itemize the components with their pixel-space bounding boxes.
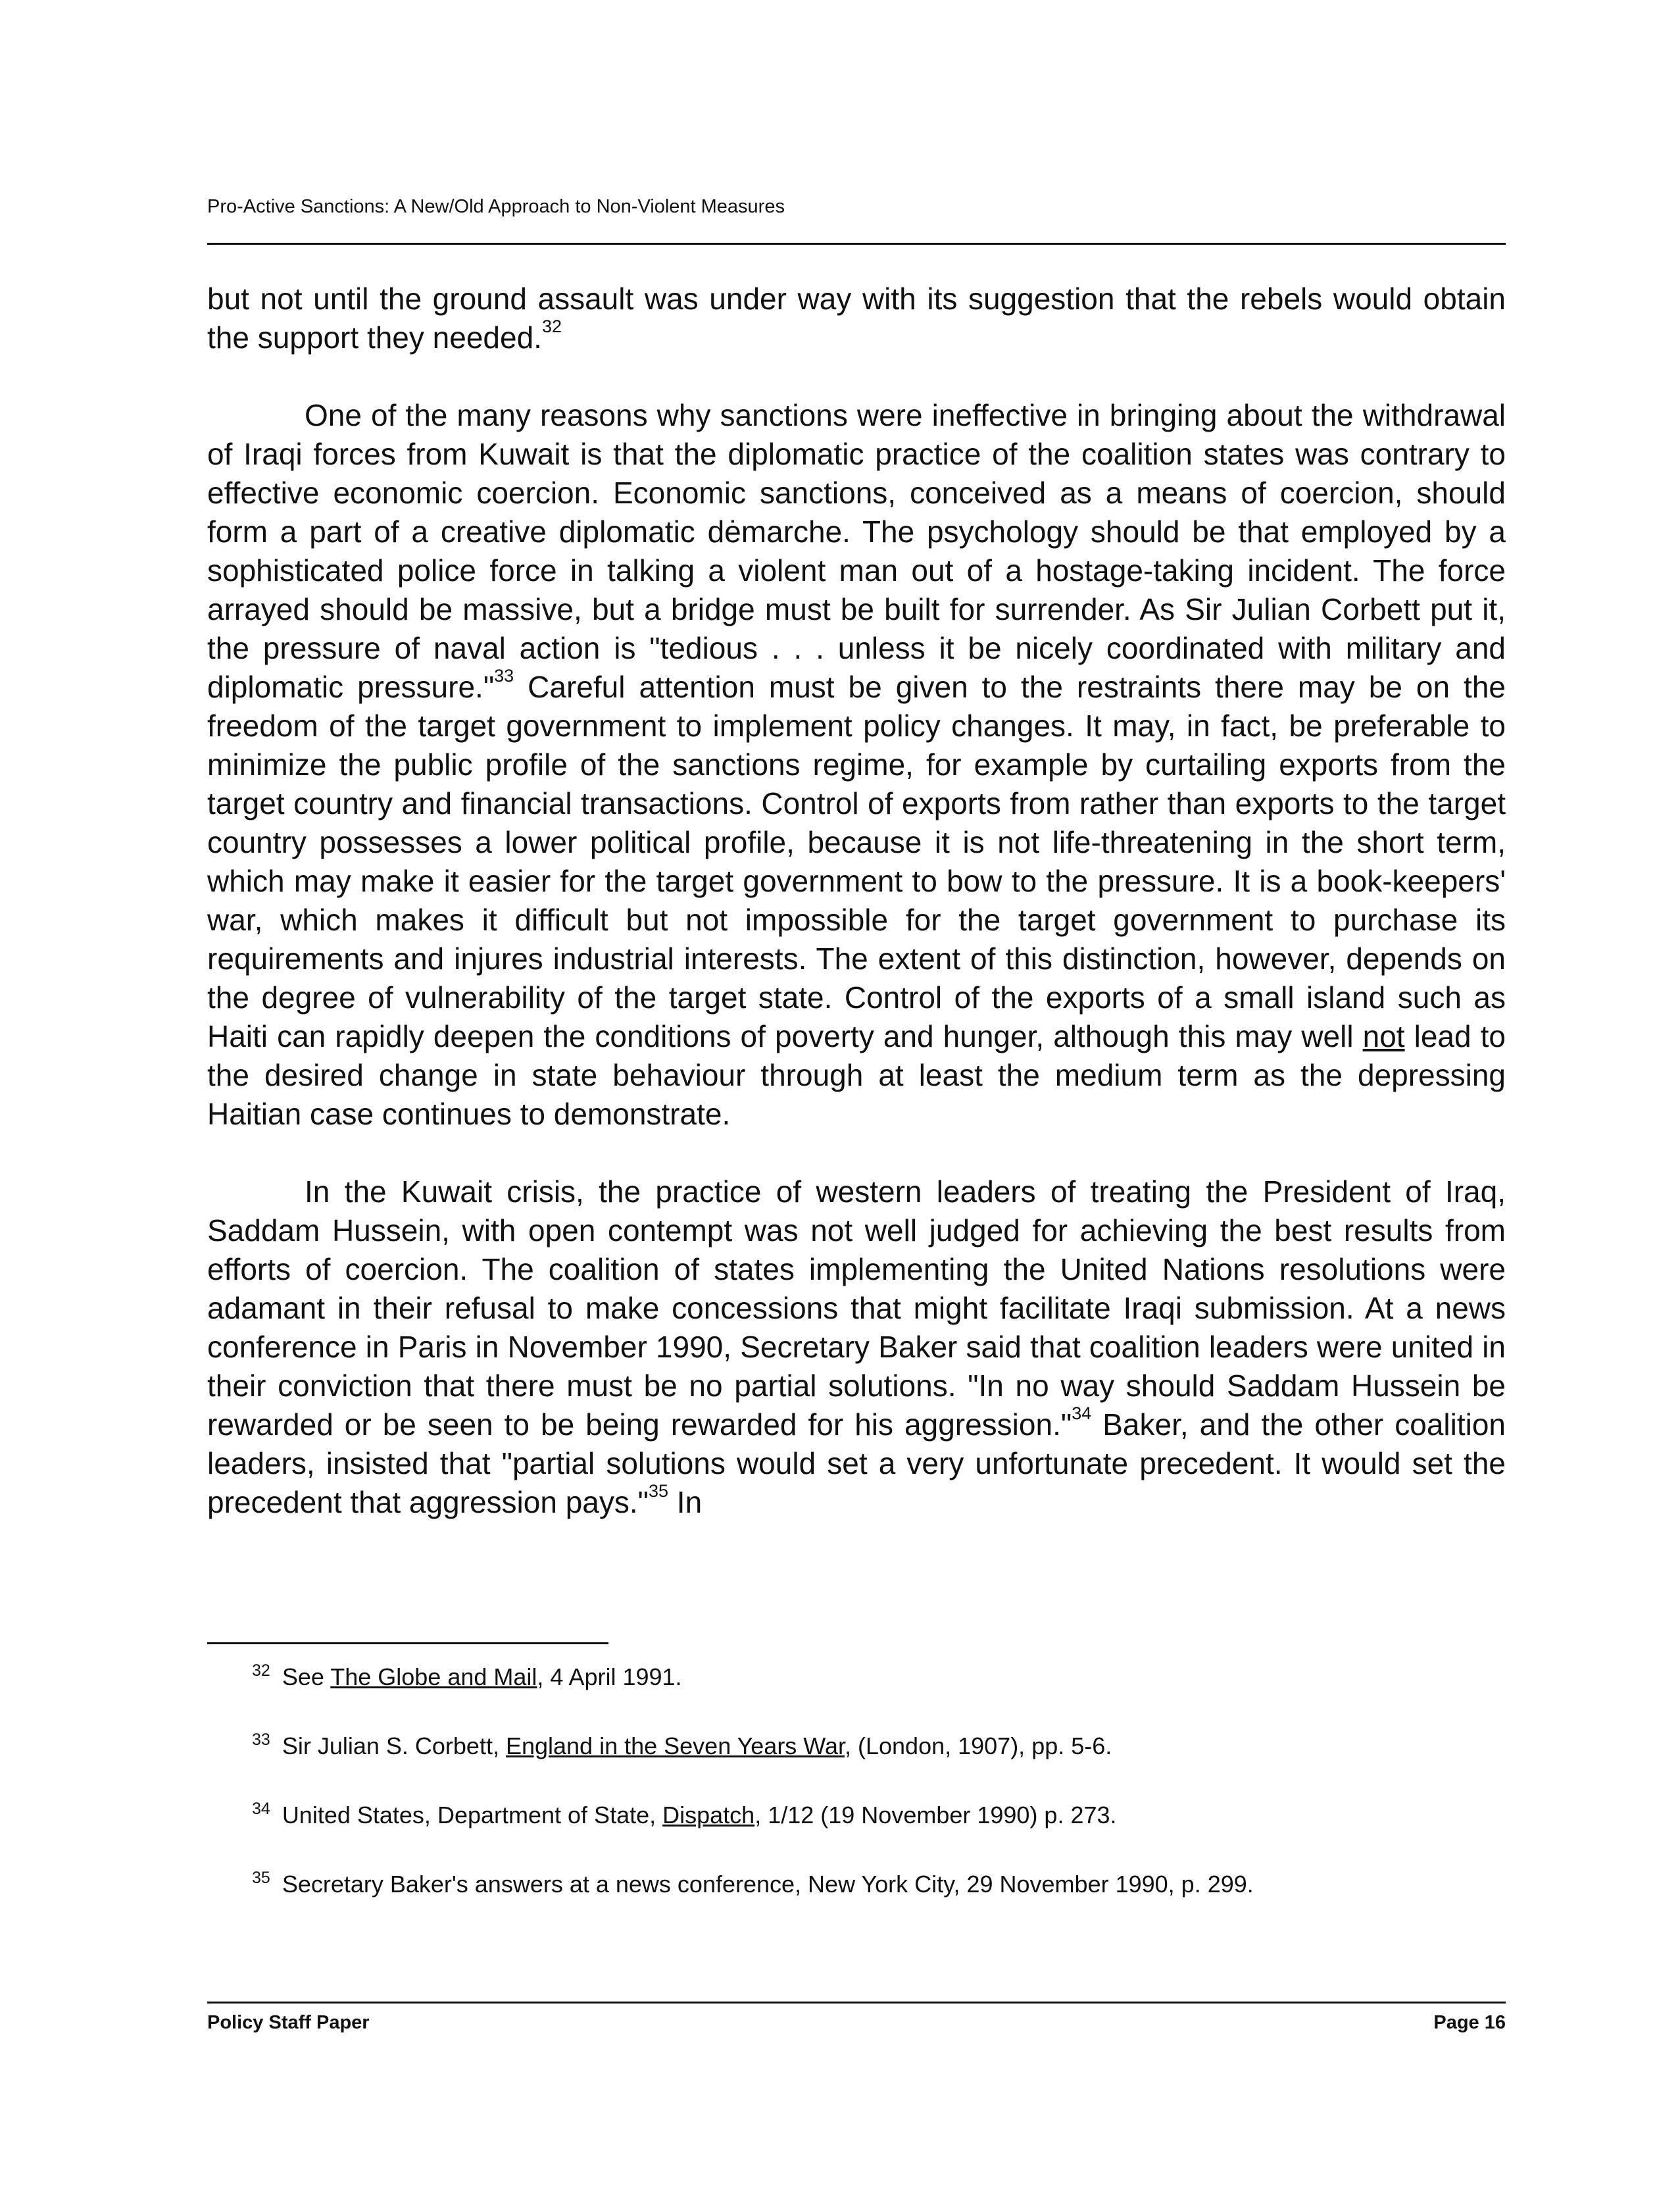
footnote-34 — [252, 1800, 1489, 1833]
footnote-ref-33: 33 — [494, 665, 514, 686]
paragraph-3-part-2: Baker, and the other coalition leaders, insisted that "partial solutions would set a very unfortunate precedent. It would set the precedent that aggression pays." — [207, 1407, 1506, 1519]
footnote-text-pre: See — [282, 1663, 331, 1690]
paragraph-3-part-1: In the Kuwait crisis, the practice of western leaders of treating the President of Iraq, Saddam Hussein, with open contempt was not well judged for achieving the best results from efforts of coercion. The coalition of states implementing the United Nations resolutions were adamant in their refusal to make concessions that might facilitate Iraqi submission. At a news conference in Paris in November 1990, Secretary Baker said that coalition leaders were united in their conviction that there must be no partial solutions. "In no way should Saddam Hussein be rewarded or be seen to be being rewarded for his aggression." — [207, 1174, 1506, 1442]
paragraph-2 — [207, 396, 1506, 1134]
paragraph-1-text: but not until the ground assault was under way with its suggestion that the rebels would obtain the support they needed. — [207, 282, 1506, 355]
running-header: Pro-Active Sanctions: A New/Old Approach to Non-Violent Measures — [207, 196, 785, 217]
footnote-35 — [252, 1869, 1489, 1902]
footnote-text-post: , (London, 1907), pp. 5-6. — [844, 1732, 1112, 1759]
header-rule — [207, 243, 1506, 245]
footnotes — [252, 1662, 1489, 1938]
footnote-text-post: , 1/12 (19 November 1990) p. 273. — [754, 1802, 1117, 1828]
footnote-source-title: The Globe and Mail — [330, 1663, 537, 1690]
paragraph-2-part-3: lead to the desired change in state behaviour through at least the medium term as the depressing Haitian case continues to demonstrate. — [207, 1019, 1506, 1131]
footnote-text-pre: United States, Department of State, — [282, 1802, 663, 1828]
paragraph-2-part-2: Careful attention must be given to the restraints there may be on the freedom of the target government to implement policy changes. It may, in fact, be preferable to minimize the public profile of the sanctions regime, for example by curtailing exports from the target country and financial transactions. Control of exports from rather than exports to the target country possesses a lower political profile, because it is not life-threatening in the short term, which may make it easier for the target government to bow to the pressure. It is a book-keepers' war, which makes it difficult but not impossible for the target government to purchase its requirements and injures industrial interests. The extent of this distinction, however, depends on the degree of vulnerability of the target state. Control of the exports of a small island such as Haiti can rapidly deepen the conditions of poverty and hunger, although this may well — [207, 670, 1506, 1053]
footnote-source-title: Dispatch — [662, 1802, 755, 1828]
paragraph-3 — [207, 1172, 1506, 1522]
footnote-ref-32: 32 — [541, 316, 562, 336]
footnote-number: 35 — [252, 1869, 270, 1887]
footer-publication: Policy Staff Paper — [207, 2012, 370, 2033]
footnote-number: 32 — [252, 1661, 270, 1680]
footnote-text-pre: Sir Julian S. Corbett, — [282, 1732, 506, 1759]
footnote-number: 34 — [252, 1800, 270, 1818]
body-text — [207, 280, 1506, 1522]
footnote-number: 33 — [252, 1730, 270, 1749]
paragraph-1 — [207, 280, 1506, 357]
paragraph-2-part-1: One of the many reasons why sanctions were ineffective in bringing about the withdrawal of Iraqi forces from Kuwait is that the diplomatic practice of the coalition states was contrary to effective economic coercion. Economic sanctions, conceived as a means of coercion, should form a part of a creative diplomatic dėmarche. The psychology should be that employed by a sophisticated police force in talking a violent man out of a hostage-taking incident. The force arrayed should be massive, but a bridge must be built for surrender. As Sir Julian Corbett put it, the pressure of naval action is "tedious . . . unless it be nicely coordinated with military and diplomatic pressure." — [207, 398, 1506, 704]
footer-rule — [207, 2002, 1506, 2004]
footnote-33 — [252, 1731, 1489, 1764]
footnote-text-pre: Secretary Baker's answers at a news conference, New York City, 29 November 1990, p. 299. — [282, 1871, 1254, 1898]
footnote-ref-35: 35 — [648, 1480, 669, 1501]
underlined-word: not — [1362, 1019, 1405, 1053]
page-number: Page 16 — [1433, 2012, 1506, 2033]
footnote-ref-34: 34 — [1072, 1403, 1092, 1423]
footnote-source-title: England in the Seven Years War — [505, 1732, 845, 1759]
footnote-separator — [207, 1642, 608, 1644]
footnote-32 — [252, 1662, 1489, 1695]
paragraph-3-part-3: In — [668, 1485, 703, 1519]
footnote-text-post: , 4 April 1991. — [537, 1663, 682, 1690]
